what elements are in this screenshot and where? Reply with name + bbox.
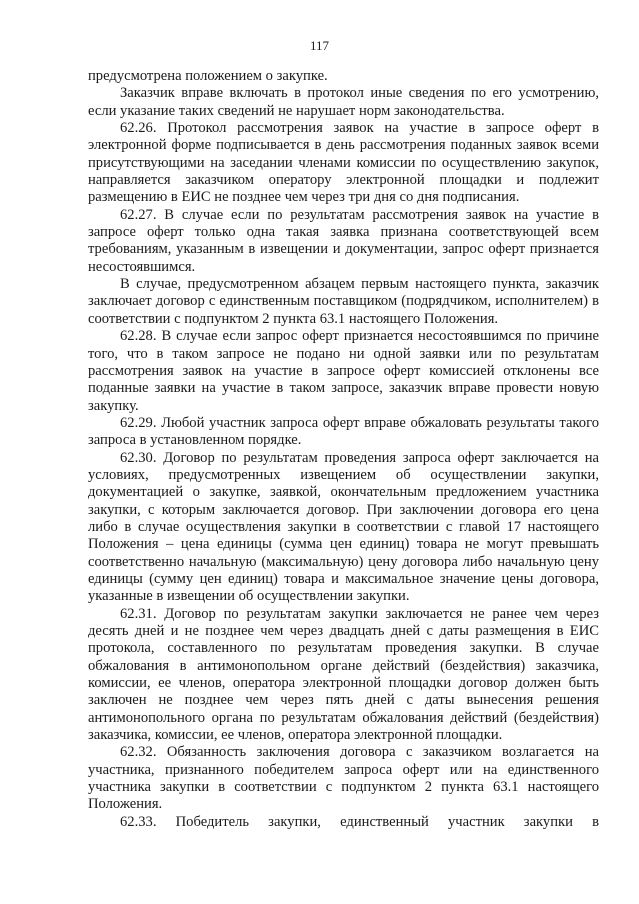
- paragraph-62-29: 62.29. Любой участник запроса оферт вправе обжаловать результаты такого запроса в установленном порядке.: [88, 414, 599, 449]
- paragraph: В случае, предусмотренном абзацем первым настоящего пункта, заказчик заключает договор с единственным поставщиком (подрядчиком, исполнителем) в соответствии с подпунктом 2 пункта 63.1 настоящего Положения.: [88, 276, 599, 327]
- page-number: 117: [309, 38, 330, 53]
- paragraph-62-31: 62.31. Договор по результатам закупки заключается не ранее чем через десять дней и не позднее чем через двадцать дней с даты размещения в ЕИС протокола, составленного по результатам проведения закупки. В случае обжалования в антимонопольном органе действий (бездействия) заказчика, комиссии, ее членов, оператора электронной площадки договор должен быть заключен не позднее чем через пять дней с даты вынесения решения антимонопольного органа по результатам обжалования действий (бездействия) заказчика, комиссии, ее членов, оператора электронной площадки.: [88, 605, 599, 744]
- document-body: [88, 68, 599, 831]
- paragraph-62-32: 62.32. Обязанность заключения договора с заказчиком возлагается на участника, признанного победителем запроса оферт или на единственного участника закупки в соответствии с подпунктом 2 пункта 63.1 настоящего Положения.: [88, 744, 599, 813]
- paragraph: Заказчик вправе включать в протокол иные сведения по его усмотрению, если указание таких сведений не нарушает норм законодательства.: [88, 85, 599, 119]
- paragraph-62-28: 62.28. В случае если запрос оферт признается несостоявшимся по причине того, что в таком запросе не подано ни одной заявки или по результатам рассмотрения заявок на участие в запросе оферт комиссией отклонены все поданные заявки на участие в таком запросе, заказчик вправе провести новую закупку.: [88, 328, 599, 414]
- paragraph-62-33: 62.33. Победитель закупки, единственный участник закупки в: [120, 813, 599, 830]
- paragraph-62-27: 62.27. В случае если по результатам рассмотрения заявок на участие в запросе оферт только одна такая заявка признана соответствующей всем требованиям, указанным в извещении и документации, запрос оферт признается несостоявшимся.: [88, 206, 599, 275]
- paragraph-continuation: предусмотрена положением о закупке.: [88, 68, 328, 84]
- paragraph-62-26: 62.26. Протокол рассмотрения заявок на участие в запросе оферт в электронной форме подписывается в день рассмотрения поданных заявок всеми присутствующими на заседании членами комиссии по осуществлению закупок, направляется заказчиком оператору электронной площадки и подлежит размещению в ЕИС не позднее чем через три дня со дня подписания.: [88, 120, 599, 206]
- paragraph-62-30: 62.30. Договор по результатам проведения запроса оферт заключается на условиях, предусмотренных извещением об осуществлении закупки, документацией о закупке, заявкой, окончательным предложением участника закупки, с которым заключается договор. При заключении договора его цена либо в случае осуществления закупки в соответствии с главой 17 настоящего Положения – цена единицы (сумма цен единиц) товара не могут превышать соответственно начальную (максимальную) цену договора либо начальную цену единицы (сумму цен единиц) товара и максимальное значение цены договора, указанные в извещении об осуществлении закупки.: [88, 449, 599, 605]
